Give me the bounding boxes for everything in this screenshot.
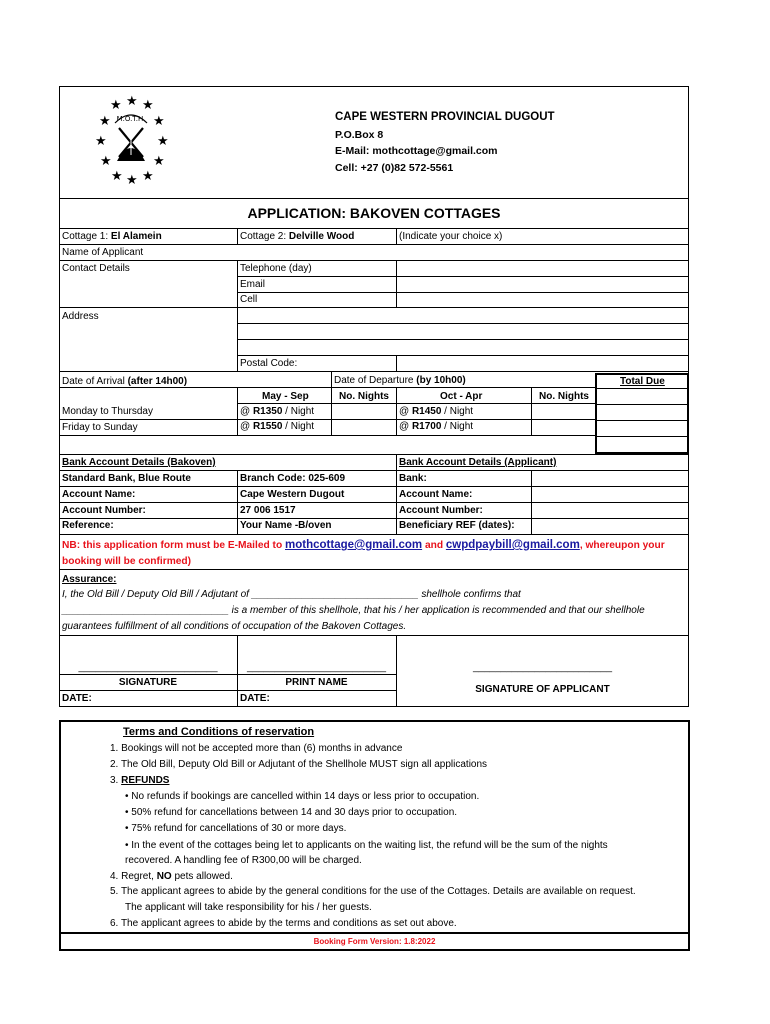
terms-item-5-line2: The applicant will take responsibility for his / her guests.	[125, 902, 372, 913]
star-icon: ★	[157, 134, 169, 149]
star-icon: ★	[142, 169, 154, 184]
email-link-cwpdpaybill[interactable]: cwpdpaybill@gmail.com	[445, 539, 580, 551]
email-link-mothcottage[interactable]: mothcottage@gmail.com	[285, 539, 423, 551]
refund-bullet-4: • In the event of the cottages being let to applicants on the waiting list, the refund will be the sum of the nights	[125, 840, 608, 851]
form-version: Booking Form Version: 1.8:2022	[313, 937, 436, 946]
bank-name: Standard Bank, Blue Route	[62, 473, 191, 484]
account-number-value: 27 006 1517	[240, 505, 296, 516]
rate-oct-apr-weekend: @ R1700 / Night	[399, 421, 474, 432]
nb-notice: NB: this application form must be E-Mailed to mothcottage@gmail.com and cwpdpaybill@gmail.com, whereupon your	[62, 539, 665, 551]
po-box: P.O.Box 8	[335, 129, 384, 141]
total-due-box[interactable]	[595, 373, 689, 454]
account-name-value: Cape Western Dugout	[240, 489, 345, 500]
signature-line[interactable]: _________________________	[78, 662, 218, 673]
terms-item-3: 3. REFUNDS	[110, 775, 170, 786]
email-label: Email	[240, 279, 266, 290]
refund-bullet-3: • 75% refund for cancellations of 30 or more days.	[125, 823, 347, 834]
refund-bullet-1: • No refunds if bookings are cancelled within 14 days or less prior to occupation.	[125, 791, 480, 802]
cell-label: Cell	[240, 294, 258, 305]
contact-email: E-Mail: mothcottage@gmail.com	[335, 145, 498, 157]
rate-may-sep-weekday: @ R1350 / Night	[240, 406, 315, 417]
applicant-signature-line[interactable]: _________________________	[472, 662, 613, 673]
season-may-sep: May - Sep	[262, 391, 309, 402]
applicant-signature-label: SIGNATURE OF APPLICANT	[475, 684, 610, 695]
star-icon: ★	[100, 154, 112, 169]
moth-logo-icon	[95, 95, 167, 187]
choice-note: (Indicate your choice x)	[399, 231, 503, 242]
cottage2-label[interactable]: Cottage 2: Delville Wood	[240, 231, 355, 242]
star-icon: ★	[95, 134, 107, 149]
applicant-account-name-label: Account Name:	[399, 489, 473, 500]
account-number-label: Account Number:	[62, 505, 146, 516]
rate-oct-apr-weekday: @ R1450 / Night	[399, 406, 474, 417]
terms-item-4: 4. Regret, NO pets allowed.	[110, 871, 233, 882]
star-icon: ★	[142, 98, 154, 113]
mon-thu-label: Monday to Thursday	[62, 406, 153, 417]
season-oct-apr: Oct - Apr	[440, 391, 483, 402]
terms-heading: Terms and Conditions of reservation	[123, 726, 315, 738]
postal-code-label: Postal Code:	[240, 358, 298, 369]
star-icon: ★	[99, 114, 111, 129]
nb-notice-line2: booking will be confirmed)	[62, 556, 192, 567]
rate-may-sep-weekend: @ R1550 / Night	[240, 421, 315, 432]
reference-value: Your Name -B/oven	[240, 520, 332, 531]
cottage1-label[interactable]: Cottage 1: El Alamein	[62, 231, 162, 242]
bank-applicant-heading: Bank Account Details (Applicant)	[399, 457, 557, 468]
arrival-label: Date of Arrival (after 14h00)	[62, 376, 188, 387]
signature-label: SIGNATURE	[118, 677, 178, 688]
name-label: Name of Applicant	[62, 247, 144, 258]
total-due-label: Total Due	[620, 376, 665, 387]
bank-bakoven-heading: Bank Account Details (Bakoven)	[62, 457, 216, 468]
terms-item-6: 6. The applicant agrees to abide by the terms and conditions as set out above.	[110, 918, 457, 929]
star-icon: ★	[126, 94, 138, 109]
contact-cell: Cell: +27 (0)82 572-5561	[335, 162, 454, 174]
terms-item-5: 5. The applicant agrees to abide by the general conditions for the use of the Cottages. Details are available on request.	[110, 886, 636, 897]
refund-bullet-2: • 50% refund for cancellations between 14 and 30 days prior to occupation.	[125, 807, 458, 818]
branch-code: Branch Code: 025-609	[240, 473, 346, 484]
terms-box	[59, 720, 690, 951]
moth-logo	[95, 95, 167, 187]
account-name-label: Account Name:	[62, 489, 136, 500]
applicant-bank-label: Bank:	[399, 473, 427, 484]
star-icon: ★	[111, 169, 123, 184]
address-label: Address	[62, 311, 99, 322]
reference-label: Reference:	[62, 520, 114, 531]
assurance-heading: Assurance:	[62, 574, 117, 585]
date-label-1: DATE:	[62, 693, 92, 704]
terms-item-1: 1. Bookings will not be accepted more than (6) months in advance	[110, 743, 403, 754]
terms-item-2: 2. The Old Bill, Deputy Old Bill or Adjutant of the Shellhole MUST sign all applications	[110, 759, 488, 770]
print-name-line[interactable]: _________________________	[246, 662, 387, 673]
star-icon: ★	[126, 173, 138, 188]
star-icon: ★	[153, 114, 165, 129]
date-label-2: DATE:	[240, 693, 270, 704]
assurance-line1: I, the Old Bill / Deputy Old Bill / Adjutant of ______________________________ shellhole confirms that	[62, 589, 521, 600]
departure-label: Date of Departure (by 10h00)	[334, 375, 466, 386]
page-title: APPLICATION: BAKOVEN COTTAGES	[247, 205, 501, 221]
print-name-label: PRINT NAME	[285, 677, 348, 688]
contact-label: Contact Details	[62, 263, 130, 274]
assurance-line3: guarantees fulfillment of all conditions of occupation of the Bakoven Cottages.	[62, 621, 407, 632]
assurance-line2: ______________________________ is a member of this shellhole, that his / her application is recommended and that our shellhole	[62, 605, 645, 616]
star-icon: ★	[110, 98, 122, 113]
beneficiary-ref-label: Beneficiary REF (dates):	[399, 520, 515, 531]
telephone-label: Telephone (day)	[240, 263, 312, 274]
fri-sun-label: Friday to Sunday	[62, 422, 138, 433]
logo-text: M.O.T.H.	[116, 115, 146, 123]
applicant-account-number-label: Account Number:	[399, 505, 483, 516]
nights-header-1: No. Nights	[339, 391, 389, 402]
org-name: CAPE WESTERN PROVINCIAL DUGOUT	[335, 111, 555, 123]
refund-bullet-4-line2: recovered. A handling fee of R300,00 will be charged.	[125, 855, 362, 866]
star-icon: ★	[153, 154, 165, 169]
nights-header-2: No. Nights	[539, 391, 589, 402]
